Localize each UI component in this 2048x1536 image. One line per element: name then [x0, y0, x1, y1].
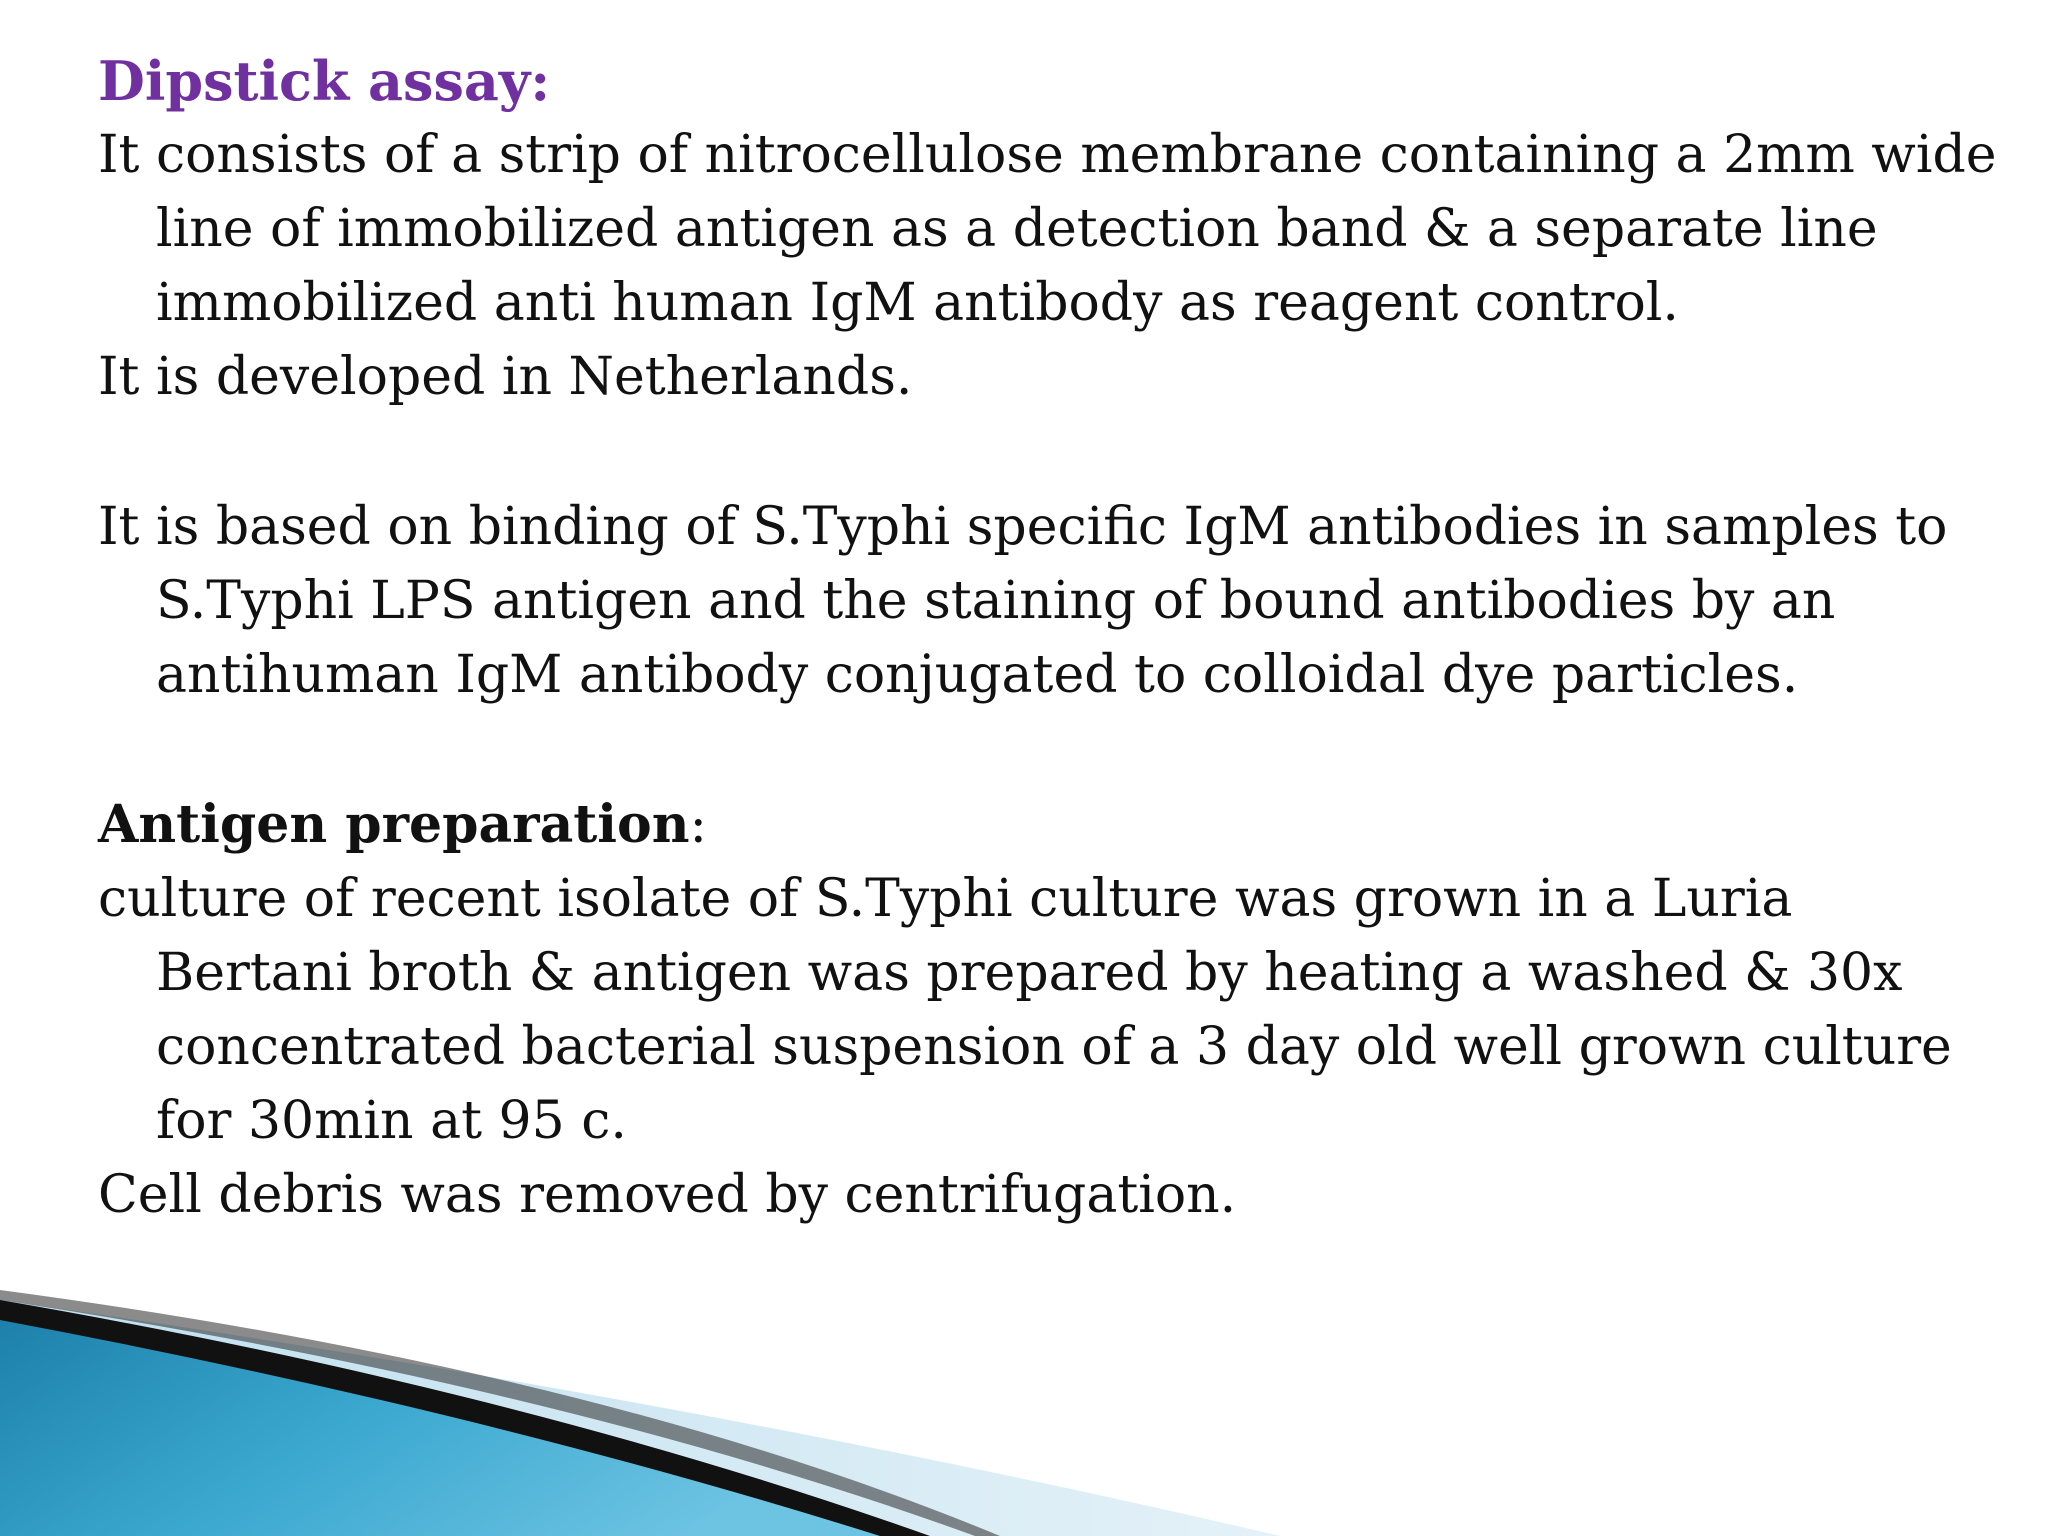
prep-paragraph-1: culture of recent isolate of S.Typhi culture was grown in a Luria Bertani broth & antigen was prepared by heating a washed & 30x concentrated bacterial suspension of a 3 day old well grown culture for 30min at 95 c.	[98, 869, 1952, 1151]
subheading: Antigen preparation	[98, 794, 690, 855]
subheading-colon: :	[689, 795, 708, 855]
body-paragraph-3: It is based on binding of S.Typhi specific IgM antibodies in samples to S.Typhi LPS antigen and the staining of bound antibodies by an antihuman IgM antibody conjugated to colloidal dye particles.	[98, 497, 1948, 705]
prep-paragraph-2: Cell debris was removed by centrifugation.	[98, 1165, 1237, 1225]
spacer	[98, 712, 1998, 788]
spacer	[98, 414, 1998, 490]
body-paragraph-1: It consists of a strip of nitrocellulose membrane containing a 2mm wide line of immobilized antigen as a detection band & a separate line immobilized anti human IgM antibody as reagent control.	[98, 125, 1997, 333]
slide-title: Dipstick assay:	[98, 49, 551, 113]
slide-body	[98, 44, 1998, 1232]
body-paragraph-2: It is developed in Netherlands.	[98, 347, 913, 407]
subheading-line	[98, 788, 1998, 862]
